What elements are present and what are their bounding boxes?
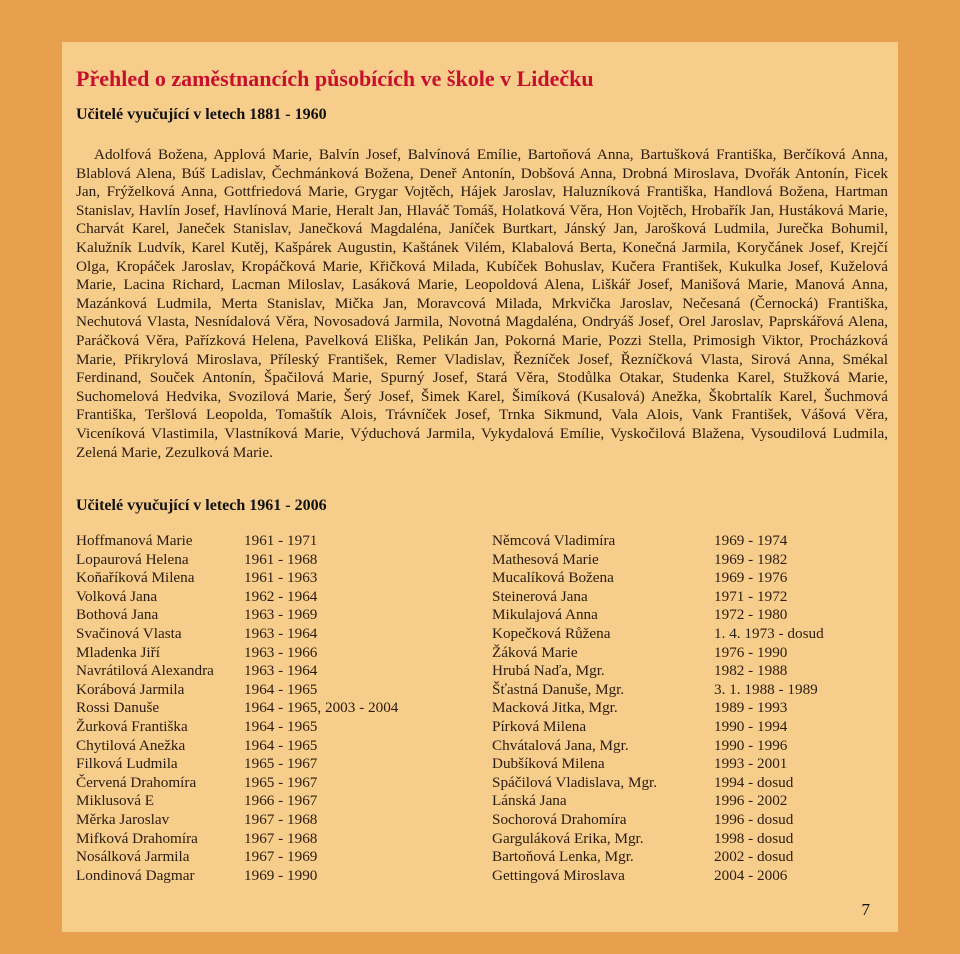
teacher-name: Lopaurová Helena [76,550,189,568]
teacher-name: Rossi Danuše [76,699,160,717]
teacher-years: 1961 - 1963 [244,569,318,587]
table-row [492,625,824,644]
table-row [492,662,824,681]
teacher-years: 1965 - 1967 [244,773,318,791]
teacher-name: Mifková Drahomíra [76,829,198,847]
table-row [76,606,398,625]
table-row [76,792,398,811]
teacher-years: 1963 - 1964 [244,662,318,680]
table-row [76,867,398,886]
teacher-years: 1965 - 1967 [244,755,318,773]
table-row [76,532,398,551]
teacher-name: Garguláková Erika, Mgr. [492,829,644,847]
teacher-name: Žáková Marie [492,643,578,661]
table-row [492,867,824,886]
teacher-years: 1964 - 1965 [244,736,318,754]
page-title: Přehled o zaměstnancích působících ve škole v Lidečku [76,66,594,91]
table-row [76,625,398,644]
teacher-name: Šťastná Danuše, Mgr. [492,680,625,698]
teacher-years: 1961 - 1971 [244,532,318,549]
teachers-table-right [492,532,824,885]
teacher-years: 1963 - 1964 [244,624,318,642]
teacher-name: Hrubá Naďa, Mgr. [492,662,605,680]
section-heading-1881-1960: Učitelé vyučující v letech 1881 - 1960 [76,106,327,123]
table-row [76,662,398,681]
teacher-name: Němcová Vladimíra [492,532,616,549]
teacher-name: Mladenka Jiří [76,643,160,661]
teacher-name: Chvátalová Jana, Mgr. [492,736,629,754]
table-row [492,830,824,849]
teacher-name: Koňaříková Milena [76,569,195,587]
teacher-name: Mathesová Marie [492,550,599,568]
teacher-name: Červená Drahomíra [76,773,197,791]
teacher-years: 1969 - 1976 [714,569,788,587]
teacher-years: 1964 - 1965, 2003 - 2004 [244,699,399,717]
teacher-name: Svačinová Vlasta [76,624,182,642]
teacher-years: 1996 - dosud [714,810,794,828]
teacher-years: 1969 - 1974 [714,532,788,549]
table-row [76,681,398,700]
teacher-name: Nosálková Jarmila [76,848,190,866]
teacher-years: 1961 - 1968 [244,550,318,568]
table-row [492,532,824,551]
teacher-name: Londinová Dagmar [76,866,195,884]
teacher-years: 1998 - dosud [714,829,794,847]
table-row [76,588,398,607]
table-row [492,699,824,718]
teacher-name: Steinerová Jana [492,587,588,605]
teacher-name: Bothová Jana [76,606,159,624]
teacher-name: Spáčilová Vladislava, Mgr. [492,773,658,791]
teacher-years: 1964 - 1965 [244,680,318,698]
teacher-years: 1964 - 1965 [244,717,318,735]
teacher-name: Sochorová Drahomíra [492,810,627,828]
table-row [76,830,398,849]
table-row [492,551,824,570]
teacher-name: Bartoňová Lenka, Mgr. [492,848,634,866]
teacher-years: 1963 - 1966 [244,643,318,661]
teachers-1881-1960-paragraph: Adolfová Božena, Applová Marie, Balvín Josef, Balvínová Emílie, Bartoňová Anna, Bartušková Františka, Berčíková Anna, Blablová Alena, Búš Ladislav, Čechmánková Božena, Deneř Antonín, Dobšová Anna, Drobná Miroslava, Dvořák Antonín, Ficek Jan, Frýželková Anna, Gottfriedová Marie, Grygar Vojtěch, Hájek Jaroslav, Haluzníková Františka, Handlová Božena, Hartman Stanislav, Havlín Josef, Havlínová Marie, Heralt Jan, Hlaváč Tomáš, Holatková Věra, Hon Vojtěch, Hrobařík Jan, Hustáková Marie, Charvát Karel, Janeček Stanislav, Janečková Magdaléna, Janíček Burtkart, Jánský Jan, Jarošková Ludmila, Jurečka Bohumil, Kalužník Ludvík, Karel Kutěj, Kašpárek Augustin, Kaštánek Vilém, Klabalová Berta, Konečná Jarmila, Koryčánek Josef, Krejčí Olga, Kropáček Jaroslav, Kropáčková Marie, Křičková Milada, Kubíček Bohuslav, Kučera František, Kukulka Josef, Kuželová Marie, Lacina Richard, Lacman Miloslav, Lasáková Marie, Leopoldová Alena, Liškář Josef, Manišová Marie, Manová Anna, Mazánková Ludmila, Merta Stanislav, Mička Jan, Moravcová Milada, Mrkvička Jaroslav, Nečesaná (Černocká) Františka, Nechutová Vlasta, Nesnídalová Věra, Novosadová Jarmila, Novotná Magdaléna, Ondryáš Josef, Orel Jaroslav, Paprskářová Alena, Paráčková Věra, Pařízková Helena, Pavelková Eliška, Pelikán Jan, Pokorná Marie, Pozzi Stella, Primosigh Viktor, Procházková Marie, Přikrylová Miroslava, Příleský František, Remer Vladislav, Řezníček Josef, Řezníčková Vlasta, Sirová Anna, Smékal Ferdinand, Souček Antonín, Špačilová Marie, Spurný Josef, Stará Věra, Stodůlka Otakar, Studenka Karel, Stužková Marie, Suchomelová Hedvika, Svozilová Marie, Šerý Josef, Šimek Karel, Šimíková (Kusalová) Anežka, Škobrtalík Karel, Šuchmová Františka, Teršlová Leopolda, Tomaštík Alois, Trávníček Josef, Trnka Sikmund, Vala Alois, Vank František, Vášová Věra, Viceníková Vlastimila, Vlastníková Marie, Výduchová Jarmila, Vykydalová Emílie, Vyskočilová Blažena, Vysoudilová Ludmila, Zelená Marie, Zezulková Marie. [76,146,888,461]
teacher-name: Navrátilová Alexandra [76,662,214,680]
teacher-name: Žurková Františka [76,717,188,735]
table-row [492,718,824,737]
teacher-years: 1966 - 1967 [244,792,318,810]
teacher-years: 1969 - 1982 [714,550,788,568]
teacher-name: Hoffmanová Marie [76,532,193,549]
teacher-years: 2004 - 2006 [714,866,788,884]
teacher-name: Dubšíková Milena [492,755,605,773]
table-row [492,644,824,663]
teacher-years: 1993 - 2001 [714,755,788,773]
table-row [76,644,398,663]
teacher-years: 1967 - 1968 [244,829,318,847]
table-row [492,737,824,756]
table-row [492,755,824,774]
teachers-table-left [76,532,398,885]
teacher-years: 1963 - 1969 [244,606,318,624]
table-row [492,588,824,607]
table-row [492,811,824,830]
teacher-years: 1967 - 1968 [244,810,318,828]
table-row [492,848,824,867]
teacher-name: Mucalíková Božena [492,569,614,587]
teacher-name: Měrka Jaroslav [76,810,170,828]
teacher-name: Gettingová Miroslava [492,866,625,884]
teacher-years: 1. 4. 1973 - dosud [714,624,824,642]
page-number: 7 [861,900,870,919]
teacher-name: Mikulajová Anna [492,606,598,624]
teacher-years: 1982 - 1988 [714,662,788,680]
table-row [492,606,824,625]
table-row [76,755,398,774]
teacher-years: 1994 - dosud [714,773,794,791]
table-row [76,811,398,830]
teacher-years: 1990 - 1994 [714,717,788,735]
teacher-years: 1976 - 1990 [714,643,788,661]
table-row [76,774,398,793]
teacher-years: 1996 - 2002 [714,792,788,810]
content-panel [62,42,898,932]
teacher-name: Volková Jana [76,587,158,605]
teacher-name: Korábová Jarmila [76,680,185,698]
teacher-years: 1962 - 1964 [244,587,318,605]
teacher-name: Pírková Milena [492,717,587,735]
table-row [492,792,824,811]
teacher-years: 1972 - 1980 [714,606,788,624]
teacher-years: 2002 - dosud [714,848,794,866]
teacher-name: Lánská Jana [492,792,567,810]
teacher-years: 1990 - 1996 [714,736,788,754]
teacher-years: 1971 - 1972 [714,587,788,605]
table-row [76,718,398,737]
table-row [76,737,398,756]
table-row [492,774,824,793]
section-heading-1961-2006: Učitelé vyučující v letech 1961 - 2006 [76,497,327,514]
teacher-years: 1969 - 1990 [244,866,318,884]
teacher-name: Macková Jitka, Mgr. [492,699,618,717]
table-row [76,569,398,588]
table-row [76,848,398,867]
table-row [76,699,398,718]
teacher-name: Chytilová Anežka [76,736,186,754]
teacher-years: 1989 - 1993 [714,699,788,717]
teacher-years: 1967 - 1969 [244,848,318,866]
table-row [76,551,398,570]
teacher-name: Kopečková Růžena [492,624,611,642]
table-row [492,681,824,700]
teacher-years: 3. 1. 1988 - 1989 [714,680,818,698]
table-row [492,569,824,588]
teacher-name: Filková Ludmila [76,755,178,773]
teacher-name: Miklusová E [76,792,155,810]
